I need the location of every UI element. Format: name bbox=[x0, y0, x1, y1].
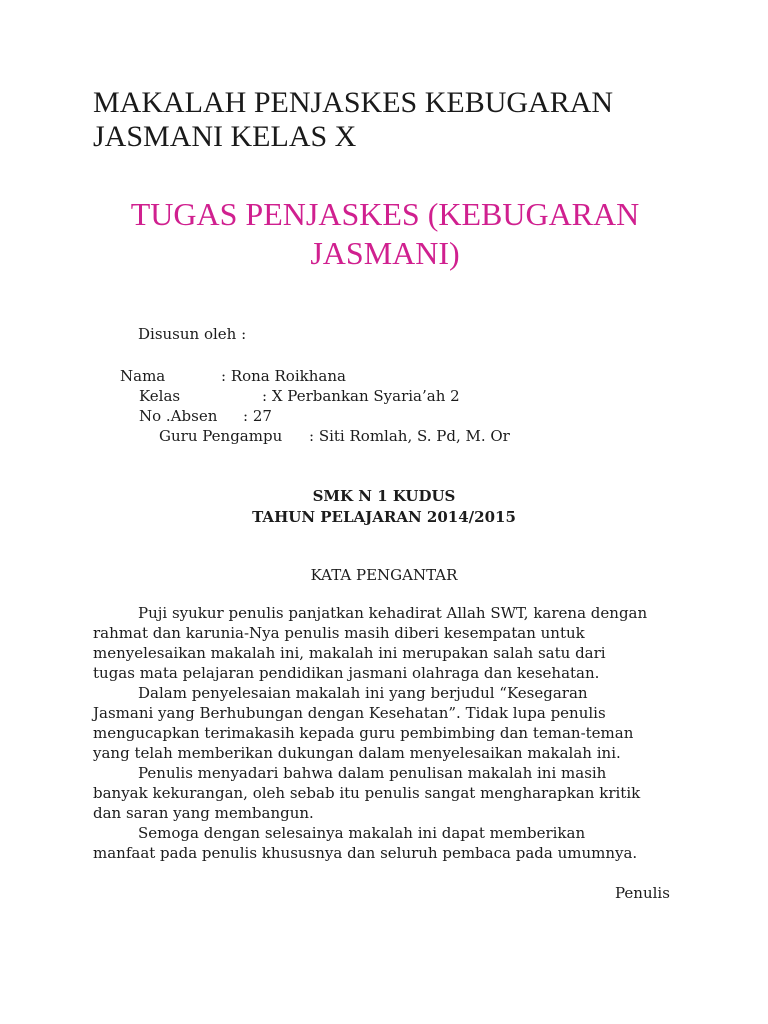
absen-label: No .Absen bbox=[139, 407, 218, 425]
guru-label: Guru Pengampu bbox=[159, 427, 283, 445]
subtitle-line: JASMANI) bbox=[310, 235, 460, 271]
body-line: yang telah memberikan dukungan dalam menyelesaikan makalah ini. bbox=[93, 744, 621, 762]
body-line: banyak kekurangan, oleh sebab itu penulis sangat mengharapkan kritik bbox=[93, 784, 641, 802]
signature: Penulis bbox=[615, 884, 670, 902]
body-line: Puji syukur penulis panjatkan kehadirat Allah SWT, karena dengan bbox=[138, 604, 648, 622]
school-year: TAHUN PELAJARAN 2014/2015 bbox=[252, 508, 516, 526]
body-line: manfaat pada penulis khususnya dan seluruh pembaca pada umumnya. bbox=[93, 844, 638, 862]
absen-value: : 27 bbox=[243, 407, 272, 425]
body-line: tugas mata pelajaran pendidikan jasmani olahraga dan kesehatan. bbox=[93, 664, 600, 682]
nama-label: Nama bbox=[120, 367, 166, 385]
nama-value: : Rona Roikhana bbox=[221, 367, 346, 385]
body-line: rahmat dan karunia-Nya penulis masih diberi kesempatan untuk bbox=[93, 624, 585, 642]
main-title bbox=[93, 86, 713, 154]
main-title-line: JASMANI KELAS X bbox=[93, 120, 357, 153]
body-line: Dalam penyelesaian makalah ini yang berjudul “Kesegaran bbox=[138, 684, 588, 702]
subtitle bbox=[100, 195, 670, 273]
body-line: Semoga dengan selesainya makalah ini dapat memberikan bbox=[138, 824, 586, 842]
school-name: SMK N 1 KUDUS bbox=[312, 487, 456, 505]
body-line: menyelesaikan makalah ini, makalah ini merupakan salah satu dari bbox=[93, 644, 606, 662]
author-heading: Disusun oleh : bbox=[138, 325, 247, 343]
body-line: Penulis menyadari bahwa dalam penulisan makalah ini masih bbox=[138, 764, 607, 782]
kelas-value: : X Perbankan Syaria’ah 2 bbox=[262, 387, 460, 405]
subtitle-line: TUGAS PENJASKES (KEBUGARAN bbox=[130, 196, 640, 232]
main-title-line: MAKALAH PENJASKES KEBUGARAN bbox=[93, 86, 614, 119]
body-line: Jasmani yang Berhubungan dengan Kesehatan”. Tidak lupa penulis bbox=[93, 704, 606, 722]
section-title: KATA PENGANTAR bbox=[310, 566, 458, 584]
kelas-label: Kelas bbox=[139, 387, 181, 405]
body-line: dan saran yang membangun. bbox=[93, 804, 314, 822]
body-line: mengucapkan terimakasih kepada guru pembimbing dan teman-teman bbox=[93, 724, 634, 742]
guru-value: : Siti Romlah, S. Pd, M. Or bbox=[309, 427, 510, 445]
